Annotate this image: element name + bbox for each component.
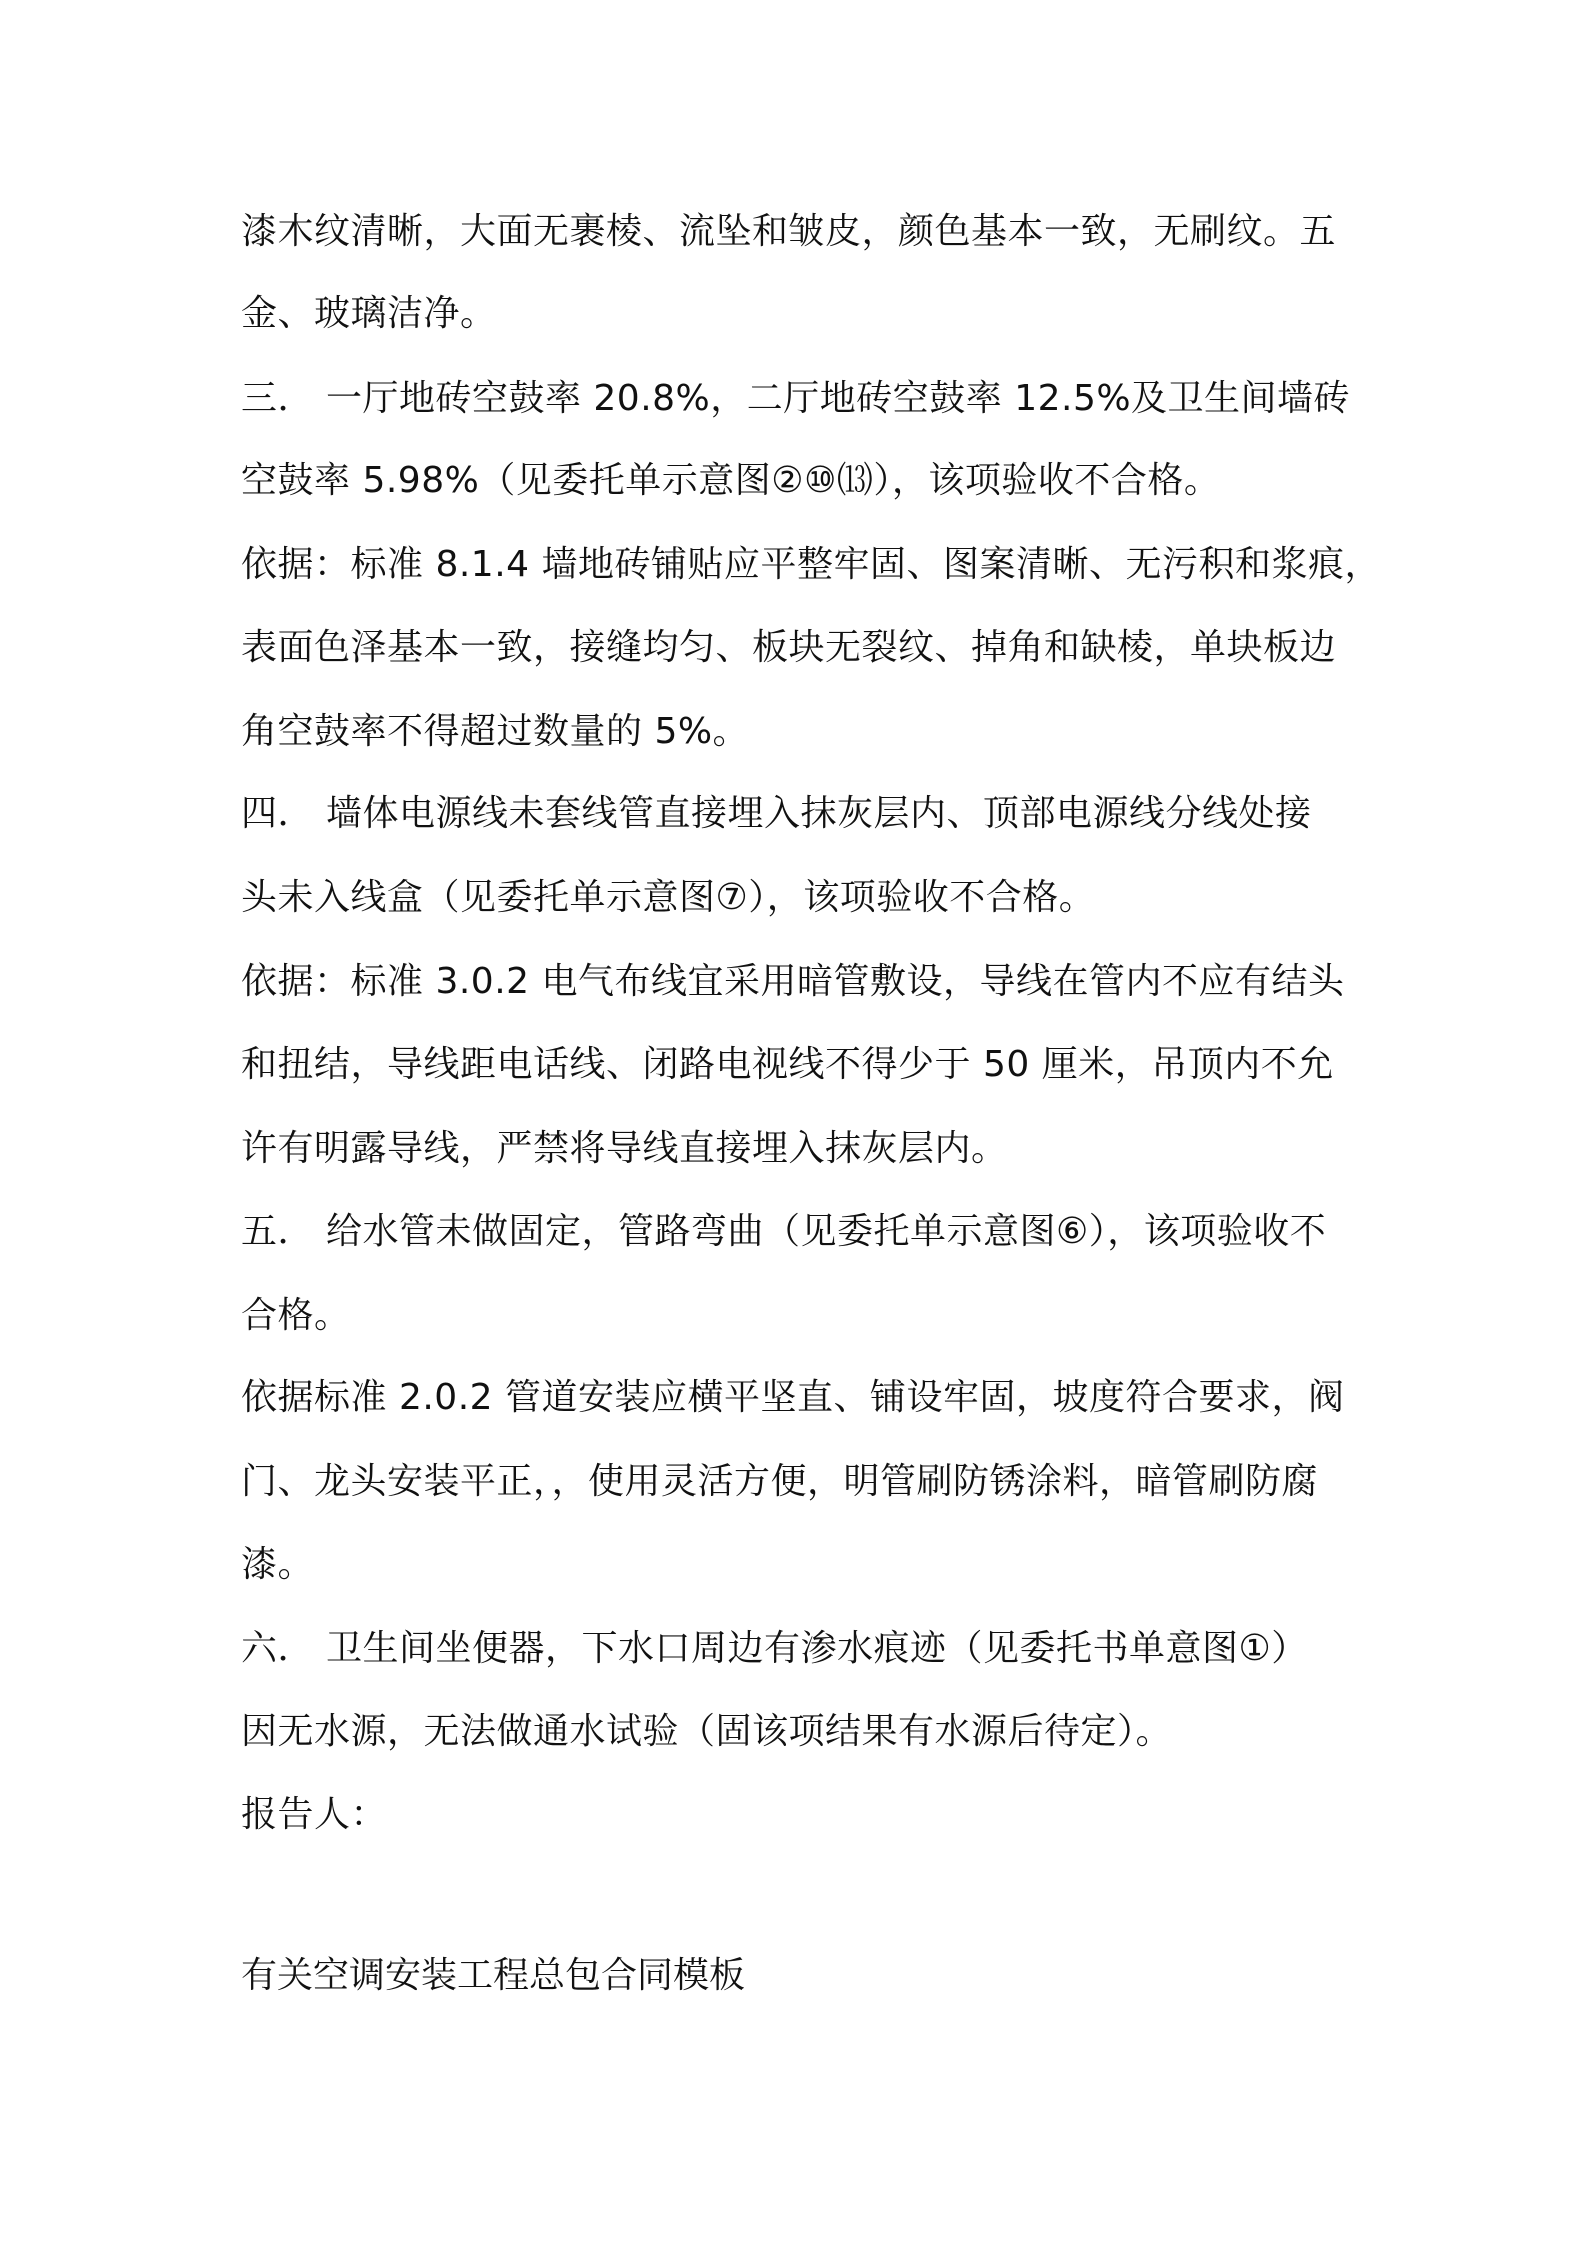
reporter-label: 报告人： [241,1794,388,1835]
text-line: 六． 卫生间坐便器，下水口周边有渗水痕迹（见委托书单意图①） [241,1628,1308,1669]
text-line: 三． 一厅地砖空鼓率 20.8%，二厅地砖空鼓率 12.5%及卫生间墙砖 [241,378,1351,419]
text-line: 金、玻璃洁净。 [241,293,497,334]
text-line: 五． 给水管未做固定，管路弯曲（见委托单示意图⑥），该项验收不 [241,1211,1327,1252]
text-line: 合格。 [241,1295,351,1336]
text-line: 因无水源，无法做通水试验（固该项结果有水源后待定）。 [241,1711,1173,1752]
text-line: 空鼓率 5.98%（见委托单示意图②⑩⒀），该项验收不合格。 [241,460,1221,501]
text-line: 依据标准 2.0.2 管道安装应横平坚直、铺设牢固，坡度符合要求，阀 [241,1377,1345,1418]
text-line: 许有明露导线，严禁将导线直接埋入抹灰层内。 [241,1128,1008,1169]
text-line: 依据：标准 3.0.2 电气布线宜采用暗管敷设，导线在管内不应有结头 [241,961,1345,1002]
text-line: 依据：标准 8.1.4 墙地砖铺贴应平整牢固、图案清晰、无污积和浆痕， [241,544,1381,585]
text-line: 门、龙头安装平正，，使用灵活方便，明管刷防锈涂料，暗管刷防腐 [241,1461,1319,1502]
footer-title: 有关空调安装工程总包合同模板 [241,1955,746,1996]
text-line: 角空鼓率不得超过数量的 5%。 [241,711,750,752]
text-line: 和扭结，导线距电话线、闭路电视线不得少于 50 厘米，吊顶内不允 [241,1044,1334,1085]
text-line: 头未入线盒（见委托单示意图⑦），该项验收不合格。 [241,877,1096,918]
text-line: 四． 墙体电源线未套线管直接埋入抹灰层内、顶部电源线分线处接 [241,793,1312,834]
text-line: 漆木纹清晰，大面无裹棱、流坠和皱皮，颜色基本一致，无刷纹。五 [241,211,1337,252]
text-line: 表面色泽基本一致，接缝均匀、板块无裂纹、掉角和缺棱，单块板边 [241,627,1337,668]
text-line: 漆。 [241,1544,315,1585]
